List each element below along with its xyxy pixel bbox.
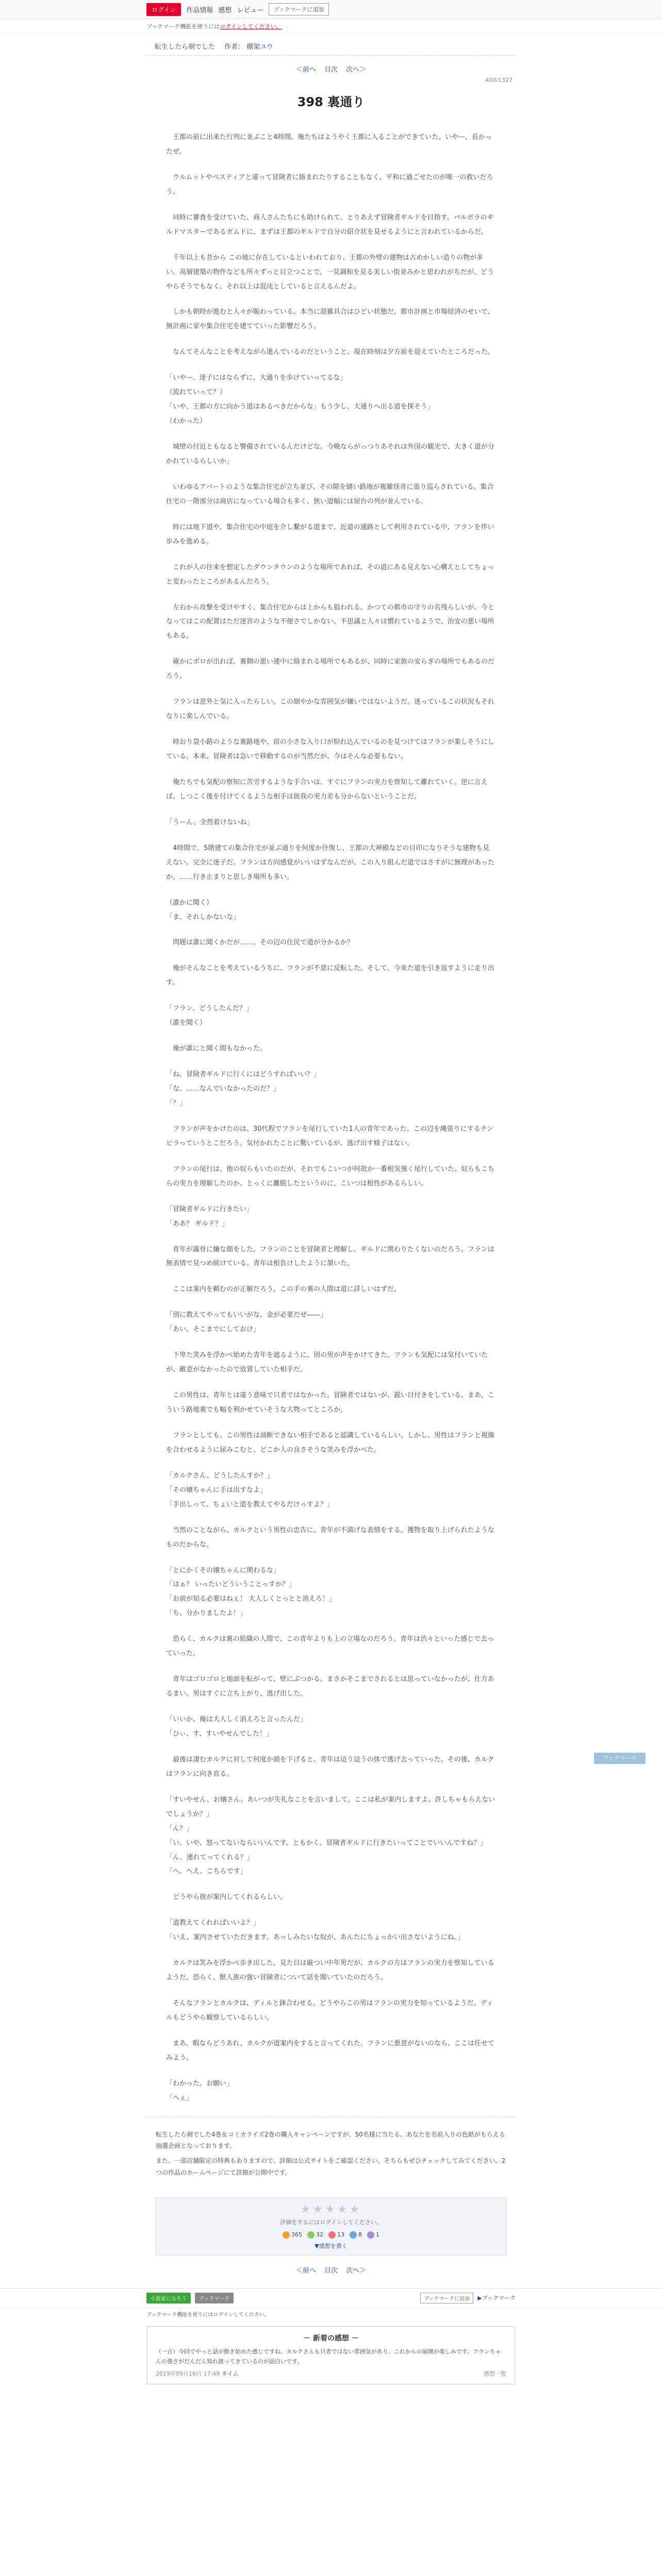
- page-number: 400/1327: [485, 77, 512, 83]
- dialogue-paragraph: 「ね、冒険者ギルドに行くにはどうすればいい？」 「な、……なんでいなかったのだ？」 「？」: [166, 1071, 320, 1107]
- narration-paragraph: いわゆるアパートのような集合住宅が立ち並び、その隙を縫い路地が複雑怪奇に張り巡らされている。集合住宅の一階部分は商店になっている場合も多く、狭い道幅には屋台の列が並んでいる。: [166, 483, 494, 505]
- reaction-button[interactable]: [367, 2231, 379, 2239]
- toc-link[interactable]: 目次: [324, 2266, 338, 2275]
- narration-paragraph: 城壁の付近ともなると警備されているんだけどな。今晩ならがっつりあそれは外国の観光で、大きく道が分かれているらしいか」: [166, 443, 494, 465]
- reaction-count: 1: [376, 2231, 379, 2239]
- reaction-count: 8: [358, 2231, 362, 2239]
- narration-paragraph: 時には地下道や、集合住宅の中庭を介し繋がる道まで、近道の通路として利用されている中、フランを伴い歩みを進める。: [166, 523, 494, 546]
- afterword: [156, 2129, 506, 2179]
- narration-paragraph: 千年以上も昔から この地に存在しているといわれており、王都の外壁の建物は古めかしい造りの物が多い。高層建築の物件なども所々ずっと目立つことで、一見調和を見る美しい街並みかと思われがちだが、どうやらそうでもなく、それ以上は混沌としていると言えるんだよ。: [166, 253, 494, 291]
- afterword-line: また、一部店舗限定の特典もありますので、詳細は公式サイトをご確認ください。そちらもぜひチェックしてみてください。2つの作品のホームページにて詳細が公開中です。: [156, 2157, 506, 2177]
- next-link[interactable]: 次へ＞: [346, 2266, 367, 2275]
- side-bookmark-button[interactable]: ブックマーク: [594, 1753, 646, 1764]
- top-bar: [0, 0, 662, 19]
- footer-bookmark-add[interactable]: ブックマークに追加: [420, 2293, 473, 2303]
- rating-box: [155, 2197, 507, 2256]
- reaction-button[interactable]: [350, 2231, 362, 2239]
- review-meta: [156, 2369, 506, 2378]
- narration-paragraph: 青年が露骨に嫌な顔をした。フランのことを冒険者と理解し、ギルドに関わりたくないのだろう。フランは無表情で見つめ続けている。青年は根負けしたように頷いた。: [166, 1245, 494, 1268]
- reaction-count: 32: [316, 2231, 323, 2239]
- narration-paragraph: 同時に審査を受けていた、商人さんたちにも助けられて、とりあえず冒険者ギルドを目指す。バルボラのギルドマスターであるガムドに、まずは王都のギルドで自分の紹介状を見せるようにと言われているからだ。: [166, 213, 494, 236]
- episode-title: 398 裏通り: [297, 95, 365, 109]
- review-title: － 新着の感想 －: [303, 2334, 359, 2343]
- dialogue-paragraph: 「カルクさん、どうしたんすか？」 「その嬢ちゃんに手は出すなよ」 「手出しって、ちょいと道を教えてやるだけっすよ？」: [166, 1471, 334, 1509]
- author-label: 作者：: [224, 43, 245, 51]
- prev-link[interactable]: ＜前へ: [295, 2266, 316, 2275]
- footer-bookmark-button[interactable]: ブックマーク: [195, 2293, 234, 2303]
- narration-paragraph: 俺が誰にと聞く間もなかった。: [173, 1045, 267, 1053]
- rating-note: 評価をするにはログインしてください。: [280, 2218, 382, 2226]
- dialogue-paragraph: 「とにかくその嬢ちゃんに関わるな」 「はぁ？ いったいどういうことっすか？」 「お前が知る必要はねぇ！ 大人しくとっとと消えろ！」 「ち、分かりましたよ！」: [166, 1566, 336, 1618]
- narration-paragraph: フランが声をかけたのは、30代程でフランを尾行していた1人の青年であった。この辺を縄張りにするチンピラっていうとこだろう。気付かれたことに驚いているが、逃げ出す様子はない。: [166, 1125, 494, 1147]
- login-notice: [0, 19, 662, 34]
- reaction-icon: [283, 2231, 290, 2239]
- login-button[interactable]: ログイン: [146, 3, 181, 16]
- dialogue-paragraph: 「冒険者ギルドに行きたい」 「ああ？ ギルド？」: [166, 1205, 253, 1228]
- narration-paragraph: 下卑た笑みを浮かべ始めた青年を遮るように、別の男が声をかけてきた。フランも気配には気付いていたが、敵意がなかったので放置していた相手だ。: [166, 1351, 488, 1374]
- notice-text: ブックマーク機能を使うには: [146, 23, 220, 30]
- bookmark-add-button[interactable]: ブックマークに追加: [269, 3, 328, 15]
- footer-bookmark-link[interactable]: ▶ブックマーク: [477, 2295, 516, 2302]
- narration-paragraph: 青年はゴロゴロと地面を転がって、壁にぶつかる。まさかそこまでされるとは思っていなかったが、仕方あるまい。男はすぐに立ち上がり、逃げ出した。: [166, 1675, 494, 1698]
- narration-paragraph: まあ、暇ならどうあれ、カルクが道案内をすると言ってくれた。フランに悪意がないのなら、ここは任せてみよう。: [166, 2039, 495, 2062]
- episode-body: [166, 130, 496, 2106]
- reaction-button[interactable]: [328, 2231, 344, 2239]
- next-link[interactable]: 次へ＞: [346, 66, 367, 74]
- nav-novel-info[interactable]: 作品情報: [186, 6, 213, 14]
- reaction-icon: [307, 2231, 315, 2239]
- reactions: [156, 2231, 506, 2239]
- narration-paragraph: 最後は凄むカルクに対して何度か頭を下げると、青年は這う這うの体で逃げ去っていった。その後、カルクはフランに向き直る。: [166, 1755, 494, 1778]
- rating-stars[interactable]: ★★★★★: [300, 2202, 362, 2216]
- toc-link[interactable]: 目次: [324, 66, 338, 74]
- narration-paragraph: ここは案内を頼むのが正解だろう。この手の裏の人間は道に詳しいはずだ。: [173, 1285, 401, 1294]
- narration-paragraph: フランは意外と気に入ったらしい。この細やかな雰囲気が嫌いではないようだ。迷っているこの状況もそれなりに楽しんでいる。: [166, 698, 495, 721]
- review-user[interactable]: タイム: [221, 2370, 239, 2378]
- nav-reviews[interactable]: レビュー: [237, 6, 264, 14]
- narration-paragraph: これが人の往来を想定したダウンタウンのような場所であれば、その道にある見えない心構えとしてちょっと変わったところがあるんだろう。: [166, 563, 494, 586]
- dialogue-paragraph: （誰かに聞く） 「ま、それしかないな」: [166, 899, 240, 921]
- pager-bottom: [0, 2256, 662, 2284]
- write-comment-link[interactable]: ▼感想を書く: [315, 2242, 347, 2249]
- reaction-icon: [350, 2231, 357, 2239]
- dialogue-paragraph: 「いいか、俺は大人しく消えろと言ったんだ」 「ひぃ、す、すいやせんでした！」: [166, 1716, 307, 1738]
- review-text: （一言）今回でやっと話が動き始めた感じですね。カルクさんも只者ではない雰囲気があり、これからの展開が楽しみです。フランちゃんの強さがだんだん知れ渡ってきているのが面白いです。: [156, 2348, 501, 2365]
- nav-comments[interactable]: 感想: [218, 6, 232, 14]
- narration-paragraph: 4時間で、5階建ての集合住宅が並ぶ通りを何度か往復し、王都の大神殿などの目印になりそうな建物も見えない。完全に迷子だ。フランは方向感覚がいいはずなんだが、この入り組んだ道ではさすがに無理があったか。……行き止まりと思しき場所も多い。: [166, 844, 494, 881]
- footer-bar: [0, 2288, 662, 2308]
- narration-paragraph: 時おり袋小路のような裏路地や、宿の小さな入り口が紛れ込んでいるのを見つけてはフランが楽しそうにしている。本来、冒険者は急いで移動するのが当然だが、今はそんな必要もない。: [166, 738, 494, 760]
- prev-link[interactable]: ＜前へ: [295, 66, 316, 74]
- pager-top: [0, 56, 662, 77]
- narration-paragraph: 問題は誰に聞くかだが……。その辺の住民で道が分かるか？: [173, 939, 354, 947]
- dialogue-paragraph: 「すいやせん、お嬢さん。あいつが失礼なことを言いまして。ここは私が案内しますよ。許しちゃもらえないでしょうか？」 「ん？」 「い、いや、怒ってないならいいんです。ともかく、冒険者ギルドに行きたいってことでいいんですね？」 「ん、連れてってくれる？」 「へ、へえ、こちらです」: [166, 1795, 495, 1876]
- dialogue-paragraph: 「わかった。お願い」 「へぇ」: [166, 2079, 234, 2102]
- footer-site-button[interactable]: 小説家になろう: [146, 2293, 191, 2303]
- dialogue-paragraph: 「フラン、どうしたんだ？」 （誰を聞く）: [166, 1005, 253, 1027]
- afterword-line: 転生したら剣でした4巻＆コミカライズ2巻の購入キャンペーンですが、50名様に当たる、あなたを名前入りの色紙がもらえる抽選企画となっております。: [156, 2130, 505, 2150]
- review-box: [147, 2326, 515, 2384]
- reaction-button[interactable]: [283, 2231, 302, 2239]
- narration-paragraph: カルクは笑みを浮かべ歩き出した。見た目は厳つい中年男だが、カルクの方はフランの実力を察知しているようだ。恐らく、獣人族の強い冒険者について話を聞いていたのだろう。: [166, 1959, 494, 1982]
- narration-paragraph: そんなフランとカルクは、ディルと鉢合わせる。どうやらこの男はフランの実力を知っているようだ。ディルもどうやら観察しているらしい。: [166, 1999, 493, 2022]
- narration-paragraph: 当然のことながら、カルクという男性の忠告に、青年が不満げな表情をする。獲物を取り上げられたようなものだからな。: [166, 1526, 494, 1549]
- narration-paragraph: フランの尾行は、他の奴らもいたのだが、それでもこいつが何故か一番根気強く尾行していた。奴らもこちらの実力を理解したのか、とっくに離脱したというのに、こいつは根性があるらしい。: [166, 1165, 495, 1188]
- footer-right: [420, 2293, 516, 2303]
- dialogue-paragraph: 「いやー、迷子にはならずに、大通りを歩けていってるな」 （流れていって？） 「いや、王都の方に向かう道はあるべきだからな」もう少し、大通りへ出る道を探そう」 （わかった）: [166, 374, 434, 426]
- reaction-count: 365: [291, 2231, 302, 2239]
- review-more-link[interactable]: 感想一覧: [484, 2370, 506, 2378]
- reaction-icon: [328, 2231, 336, 2239]
- narration-paragraph: 左右から攻撃を受けやすく、集合住宅からは上からも狙われる。かつての都市の守りの名残らしいが、今となってはこの配置はただ迷宮のような不便さでしかない。不思議と人々は慣れているようで、治安の悪い場所もある。: [166, 603, 494, 640]
- narration-paragraph: 確かにボロが出れば、裏側の悪い連中に絡まれる場所でもあるが、同時に家族の安らぎの場所でもあるのだろう。: [166, 658, 495, 681]
- dialogue-paragraph: 「うーん、全然着けないね」: [166, 818, 254, 826]
- author-link[interactable]: 棚架ユウ: [246, 43, 274, 51]
- dialogue-paragraph: 「道教えてくれればいいよ？」 「いえ、案内させていただきます。あっしみたいな奴が、あんたにちょっかい出さないようにね。」: [166, 1919, 465, 1942]
- narration-paragraph: 恐らく、カルクは裏の組織の人間で、この青年よりも上の立場なのだろう。青年は渋々といった感じで去っていった。: [166, 1635, 494, 1658]
- narration-paragraph: 王都の前に出来た行列に並ぶこと4時間。俺たちはようやく王都に入ることができていた。いやー、長かったぜ。: [166, 133, 492, 156]
- reaction-button[interactable]: [307, 2231, 323, 2239]
- review-date: 2019年09月16日 17:49: [156, 2370, 220, 2378]
- dialogue-paragraph: 「別に教えてやってもいいがな。金が必要だぜ――」 「あい、そこまでにしておけ」: [166, 1311, 327, 1334]
- footer-notice: ブックマーク機能を使うにはログインしてください。: [0, 2308, 662, 2320]
- narration-paragraph: この男性は、青年とは違う意味で只者ではなかった。冒険者ではないが、鋭い目付きをしている。まあ、こういう路地裏でも幅を利かせていそうな大物ってところか。: [166, 1392, 494, 1414]
- narration-paragraph: 俺がそんなことを考えているうちに、フランが不意に反転した。そして、今来た道を引き返すように走り出す。: [166, 964, 494, 987]
- narration-paragraph: なんてそんなことを考えながら進んでいるのだということ、現在時刻は夕方前を迎えていたところだった。: [173, 348, 495, 357]
- reaction-icon: [367, 2231, 374, 2239]
- narration-paragraph: どうやら彼が案内してくれるらしい。: [173, 1893, 287, 1902]
- narration-paragraph: しかも朝時が進むと人々が賑わっている。本当に混雑具合はひどい状態だ。都市計画と市場経済のせいで、無計画に家や集合住宅を建てていった影響だろう。: [166, 308, 494, 331]
- reaction-count: 13: [337, 2231, 344, 2239]
- narration-paragraph: ウルムットやベスティアと違って冒険者に絡まれたりすることもなく、平和に過ごせたのが唯一の救いだろう。: [166, 173, 493, 196]
- novel-title-link[interactable]: 転生したら剣でした: [155, 43, 216, 51]
- notice-login-link[interactable]: ログインしてください。: [220, 23, 282, 30]
- narration-paragraph: フランとしても、この男性は油断できない相手であると認識しているらしい。しかし、男性はフランと視線を合わせるように屈みこむと、どこか人の良さそうな笑みを浮かべた。: [166, 1431, 495, 1454]
- novel-info: [0, 34, 662, 55]
- narration-paragraph: 俺たちでも気配の察知に苦労するような手合いは、すぐにフランの実力を察知して離れていく。逆に言えば、しつこく後を付けてくるような相手は彼我の実力差も分からないということだ。: [166, 778, 488, 801]
